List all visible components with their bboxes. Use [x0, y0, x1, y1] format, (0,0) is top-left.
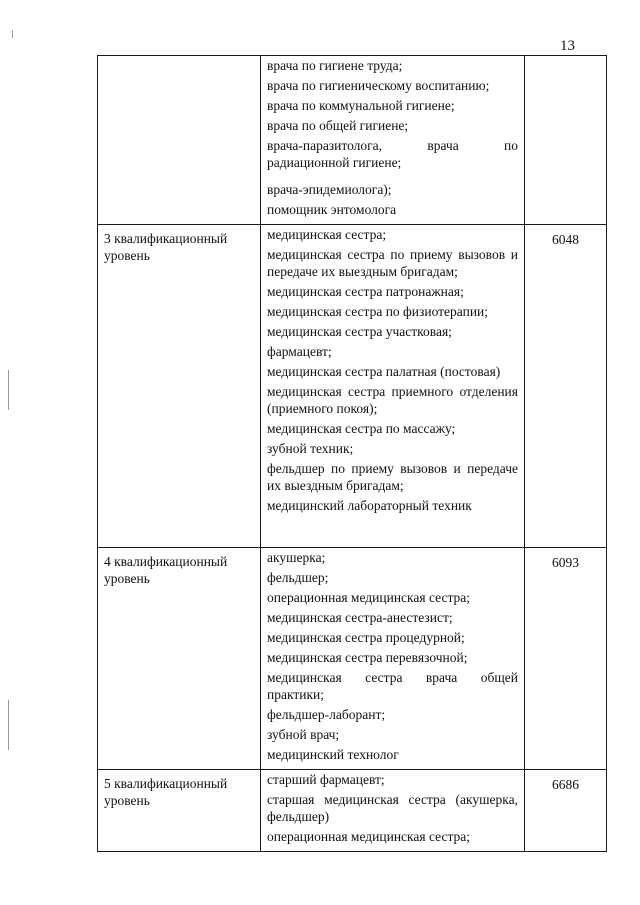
salary-value: 6048 — [552, 232, 579, 247]
list-item: фельдшер-лаборант; — [267, 707, 386, 722]
list-item: старшая медицинская сестра (акушерка, фельдшер) — [267, 792, 518, 824]
level-cell — [98, 548, 261, 770]
list-item: помощник энтомолога — [267, 202, 397, 217]
table-row — [98, 548, 607, 770]
level-label: 3 квалификационный уровень — [104, 231, 228, 263]
salary-cell — [525, 770, 607, 852]
list-item: врача по гигиеническому воспитанию; — [267, 78, 490, 93]
table-row — [98, 56, 607, 225]
positions-cell — [261, 56, 525, 225]
scan-artifact — [12, 30, 13, 38]
list-item: медицинская сестра по физиотерапии; — [267, 304, 489, 319]
salary-value — [525, 56, 606, 62]
list-item: медицинская сестра участковая; — [267, 324, 452, 339]
scan-artifact — [8, 700, 9, 750]
table-row — [98, 770, 607, 852]
list-item: акушерка; — [267, 550, 326, 565]
list-item: фельдшер по приему вызовов и передаче их выездным бригадам; — [267, 461, 518, 493]
scan-artifact — [8, 370, 9, 410]
list-item: операционная медицинская сестра; — [267, 829, 471, 844]
list-item: медицинская сестра по массажу; — [267, 421, 456, 436]
list-item: медицинская сестра палатная (постовая) — [267, 364, 501, 379]
table-row — [98, 225, 607, 548]
level-cell — [98, 56, 261, 225]
list-item: старший фармацевт; — [267, 772, 385, 787]
list-item: зубной техник; — [267, 441, 354, 456]
positions-cell — [261, 770, 525, 852]
list-item: медицинская сестра приемного отделения (приемного покоя); — [267, 384, 518, 416]
list-item: медицинская сестра-анестезист; — [267, 610, 453, 625]
list-item: медицинская сестра процедурной; — [267, 630, 465, 645]
list-item: медицинская сестра врача общей практики; — [267, 670, 518, 702]
level-cell — [98, 225, 261, 548]
list-item: медицинский технолог — [267, 747, 399, 762]
positions-cell — [261, 548, 525, 770]
page-number: 13 — [560, 38, 575, 54]
list-item: врача-эпидемиолога); — [267, 182, 392, 197]
list-item: медицинская сестра; — [267, 227, 387, 242]
list-item: медицинский лабораторный техник — [267, 498, 472, 513]
list-item: врача-паразитолога, врача по радиационной гигиене; — [267, 138, 518, 170]
positions-cell — [261, 225, 525, 548]
list-item: медицинская сестра по приему вызовов и передаче их выездным бригадам; — [267, 247, 518, 279]
salary-cell — [525, 56, 607, 225]
list-item: фельдшер; — [267, 570, 329, 585]
level-cell — [98, 770, 261, 852]
list-item: врача по гигиене труда; — [267, 58, 403, 73]
qualification-table — [97, 55, 607, 852]
list-item: зубной врач; — [267, 727, 340, 742]
list-item: врача по коммунальной гигиене; — [267, 98, 455, 113]
list-item: врача по общей гигиене; — [267, 118, 409, 133]
list-item: фармацевт; — [267, 344, 332, 359]
salary-value: 6093 — [552, 555, 579, 570]
level-label: 4 квалификационный уровень — [104, 554, 228, 586]
list-item: медицинская сестра патронажная; — [267, 284, 464, 299]
level-label: 5 квалификационный уровень — [104, 776, 228, 808]
salary-value: 6686 — [552, 777, 579, 792]
list-item: медицинская сестра перевязочной; — [267, 650, 468, 665]
list-item: операционная медицинская сестра; — [267, 590, 471, 605]
level-label — [98, 56, 260, 61]
salary-cell — [525, 225, 607, 548]
salary-cell — [525, 548, 607, 770]
